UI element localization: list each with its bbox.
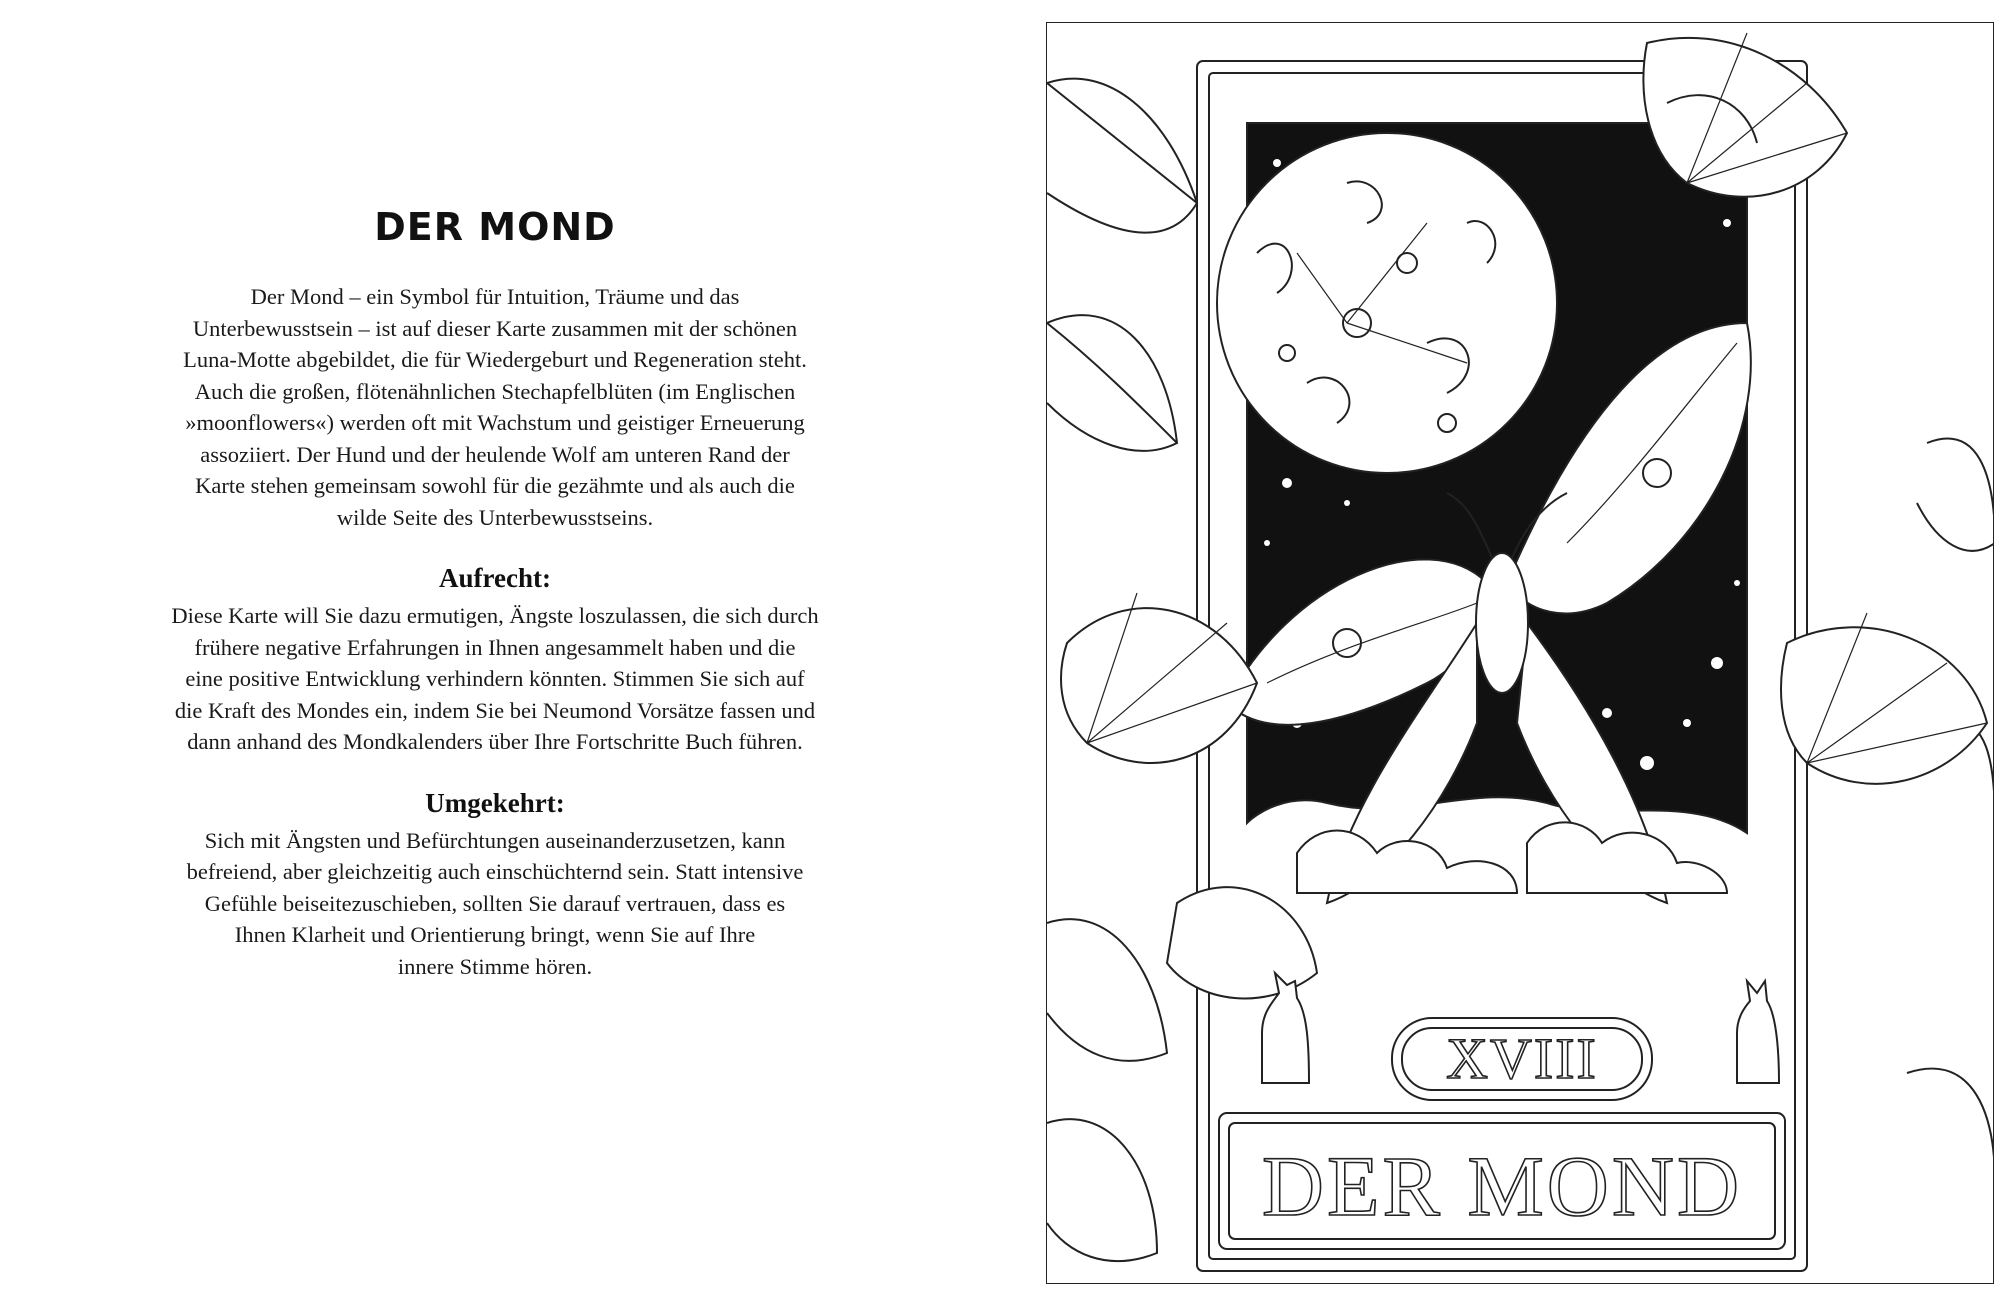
intro-line: assoziiert. Der Hund und der heulende Wolf am unteren Rand der [200, 441, 790, 467]
card-name: DER MOND [1261, 1138, 1743, 1234]
upright-paragraph [110, 600, 880, 758]
intro-line: Karte stehen gemeinsam sowohl für die gezähmte und als auch die [195, 473, 795, 498]
intro-line: Unterbewusstsein – ist auf dieser Karte zusammen mit der schönen [192, 315, 798, 341]
moon [1217, 133, 1557, 473]
intro-paragraph [110, 281, 880, 533]
intro-line: Auch die großen, flötenähnlichen Stechapfelblüten (im Englischen [194, 378, 796, 404]
page-title: DER MOND [374, 205, 616, 249]
upright-line: dann anhand des Mondkalenders über Ihre Fortschritte Buch führen. [187, 729, 803, 754]
reversed-line: befreiend, aber gleichzeitig auch einschüchternd sein. Statt intensive [186, 859, 804, 884]
coloring-illustration [1047, 23, 1994, 1284]
reversed-line: innere Stimme hören. [397, 953, 593, 979]
upright-line: die Kraft des Mondes ein, indem Sie bei Neumond Vorsätze fassen und [174, 697, 816, 723]
reversed-line: Sich mit Ängsten und Befürchtungen auseinanderzusetzen, kann [204, 827, 786, 853]
upright-line: Diese Karte will Sie dazu ermutigen, Ängste loszulassen, die sich durch [171, 603, 819, 628]
dog-icon [1737, 981, 1779, 1083]
reversed-line: Ihnen Klarheit und Orientierung bringt, wenn Sie auf Ihre [234, 922, 756, 947]
text-column [110, 205, 880, 982]
intro-line: wilde Seite des Unterbewusstseins. [336, 504, 654, 530]
card-numeral: XVIII [1446, 1026, 1598, 1091]
reversed-paragraph [110, 825, 880, 983]
tarot-card-illustration [1046, 22, 1994, 1284]
reversed-line: Gefühle beiseitezuschieben, sollten Sie darauf vertrauen, dass es [204, 890, 786, 916]
upright-line: eine positive Entwicklung verhindern könnten. Stimmen Sie sich auf [185, 666, 805, 691]
upright-heading: Aufrecht: [439, 563, 551, 593]
reversed-heading: Umgekehrt: [425, 787, 565, 818]
intro-line: Der Mond – ein Symbol für Intuition, Träume und das [250, 284, 740, 309]
intro-line: Luna-Motte abgebildet, die für Wiedergeburt und Regeneration steht. [183, 347, 807, 372]
intro-line: »moonflowers«) werden oft mit Wachstum und geistiger Erneuerung [185, 410, 805, 435]
numeral-banner [1392, 1018, 1652, 1100]
upright-line: frühere negative Erfahrungen in Ihnen angesammelt haben und die [194, 634, 796, 660]
